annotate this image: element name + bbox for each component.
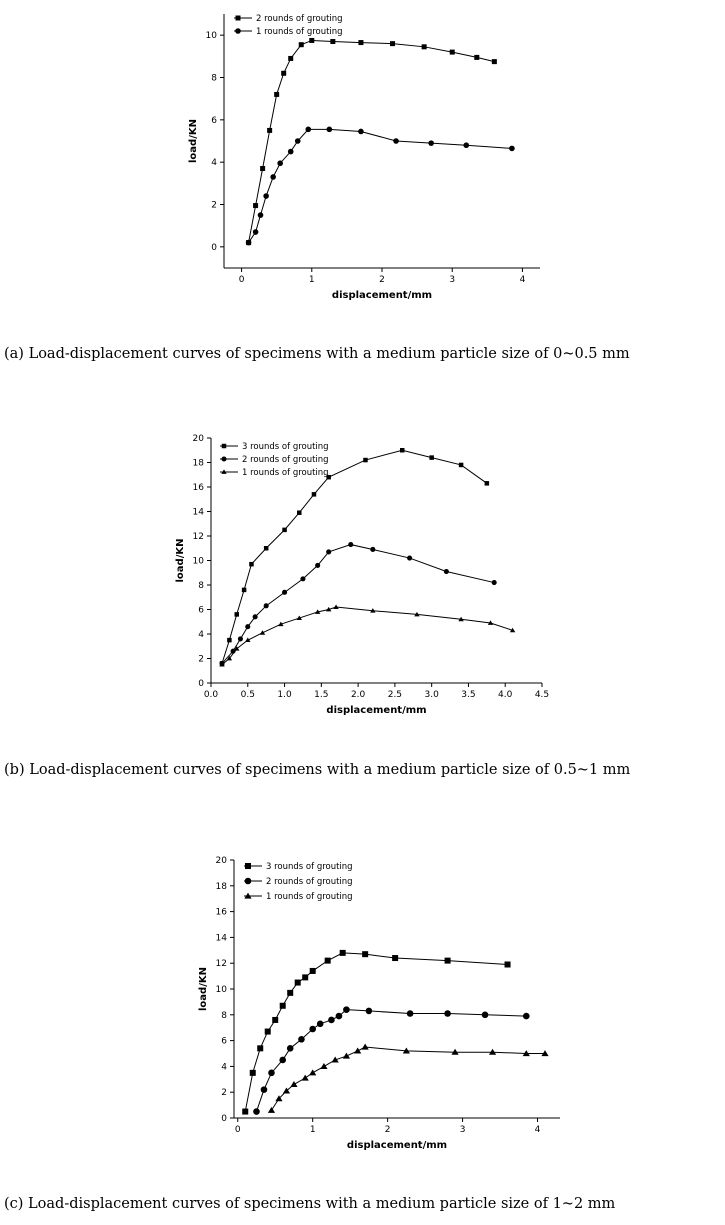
legend-marker xyxy=(222,444,227,449)
legend-marker xyxy=(221,456,226,461)
data-point xyxy=(492,580,497,585)
data-point xyxy=(309,38,314,43)
data-point xyxy=(309,1069,316,1075)
data-point xyxy=(295,138,301,144)
x-tick-label: 0.5 xyxy=(240,690,255,700)
data-point xyxy=(287,1045,294,1052)
data-point xyxy=(260,166,265,171)
y-tick-label: 4 xyxy=(198,630,204,640)
data-point xyxy=(227,638,232,643)
legend-item xyxy=(234,27,343,37)
series-line xyxy=(271,1047,545,1110)
data-point xyxy=(325,958,331,964)
x-tick-label: 4.5 xyxy=(534,690,550,700)
legend-label: 2 rounds of grouting xyxy=(266,877,353,887)
data-point xyxy=(333,604,338,608)
data-point xyxy=(392,955,398,961)
legend-item xyxy=(220,442,329,452)
y-tick-label: 0 xyxy=(211,242,217,253)
y-tick-label: 12 xyxy=(215,959,227,970)
y-tick-label: 6 xyxy=(221,1036,227,1047)
data-point xyxy=(297,510,302,514)
legend-item xyxy=(244,862,353,872)
data-point xyxy=(264,603,269,608)
data-point xyxy=(328,1017,335,1024)
y-tick-label: 10 xyxy=(215,985,227,995)
y-tick-label: 20 xyxy=(192,434,204,444)
data-point xyxy=(246,240,252,246)
series-circle xyxy=(246,127,515,246)
data-point xyxy=(298,1036,305,1043)
data-point xyxy=(281,71,286,76)
data-point xyxy=(277,160,283,166)
chart-b xyxy=(175,434,549,716)
data-point xyxy=(261,1086,268,1093)
data-point xyxy=(302,1075,309,1081)
legend-marker xyxy=(245,863,251,869)
data-point xyxy=(253,203,258,208)
x-tick-label: 4 xyxy=(534,1125,541,1135)
series-line xyxy=(222,450,487,663)
data-point xyxy=(509,146,515,152)
y-tick-label: 6 xyxy=(198,605,204,616)
data-point xyxy=(390,41,395,46)
data-point xyxy=(312,492,317,497)
legend-label: 1 rounds of grouting xyxy=(266,892,353,902)
legend-label: 2 rounds of grouting xyxy=(256,14,343,24)
data-point xyxy=(309,1026,316,1033)
data-point xyxy=(407,1010,414,1017)
data-point xyxy=(282,590,287,595)
data-point xyxy=(305,127,311,133)
x-tick-label: 2.5 xyxy=(387,690,403,700)
data-point xyxy=(263,193,269,199)
data-point xyxy=(264,546,269,551)
data-point xyxy=(310,968,316,974)
chart-c xyxy=(198,856,560,1151)
data-point xyxy=(302,974,308,980)
data-point xyxy=(366,1008,373,1015)
legend-marker xyxy=(235,28,241,34)
data-point xyxy=(330,39,335,44)
data-point xyxy=(272,1017,278,1023)
y-tick-label: 18 xyxy=(192,458,204,469)
legend-item xyxy=(220,455,329,465)
caption-c: (c) Load-displacement curves of specimens with a medium particle size of 1~2 mm xyxy=(4,1196,616,1212)
data-point xyxy=(253,229,259,235)
data-point xyxy=(444,1010,451,1017)
data-point xyxy=(234,612,239,617)
legend-marker xyxy=(245,878,252,885)
x-tick-label: 1 xyxy=(308,275,315,285)
series-square xyxy=(220,448,489,666)
y-tick-label: 14 xyxy=(192,507,204,518)
data-point xyxy=(505,961,511,967)
legend-label: 2 rounds of grouting xyxy=(242,455,329,465)
y-tick-label: 10 xyxy=(205,31,217,42)
y-axis-label: load/KN xyxy=(175,538,186,583)
data-point xyxy=(260,630,265,634)
y-tick-label: 8 xyxy=(221,1010,227,1021)
data-point xyxy=(253,614,258,619)
y-tick-label: 4 xyxy=(211,158,217,169)
legend-item xyxy=(234,14,343,24)
y-tick-label: 6 xyxy=(211,115,217,126)
x-tick-label: 2 xyxy=(379,275,385,285)
data-point xyxy=(249,562,254,567)
data-point xyxy=(299,42,304,47)
data-point xyxy=(485,481,490,486)
series-line xyxy=(222,545,494,664)
y-tick-label: 4 xyxy=(221,1062,227,1073)
legend-label: 1 rounds of grouting xyxy=(256,27,343,37)
data-point xyxy=(242,1109,248,1115)
data-point xyxy=(370,547,375,552)
series-circle xyxy=(219,542,496,666)
data-point xyxy=(317,1021,324,1028)
data-point xyxy=(393,138,399,144)
y-tick-label: 14 xyxy=(215,933,227,944)
legend-label: 1 rounds of grouting xyxy=(242,468,329,478)
data-point xyxy=(444,569,449,574)
y-tick-label: 2 xyxy=(221,1088,227,1099)
x-tick-label: 2 xyxy=(384,1125,391,1135)
legend-label: 3 rounds of grouting xyxy=(266,862,353,872)
data-point xyxy=(492,59,497,64)
y-tick-label: 0 xyxy=(198,679,204,689)
data-point xyxy=(358,40,363,45)
data-point xyxy=(358,129,364,135)
data-point xyxy=(295,980,301,986)
series-line xyxy=(222,607,513,665)
legend-marker xyxy=(236,16,241,21)
data-point xyxy=(459,463,464,468)
data-point xyxy=(288,149,294,155)
legend-label: 3 rounds of grouting xyxy=(242,442,329,452)
data-point xyxy=(363,458,368,463)
data-point xyxy=(320,1063,327,1069)
y-tick-label: 12 xyxy=(192,532,204,542)
y-axis-label: load/KN xyxy=(188,119,199,163)
x-tick-label: 2.0 xyxy=(350,690,366,700)
data-point xyxy=(250,1070,256,1076)
x-tick-label: 4 xyxy=(519,275,526,285)
data-point xyxy=(327,127,333,133)
data-point xyxy=(279,1057,286,1064)
data-point xyxy=(300,576,305,581)
data-point xyxy=(400,448,405,453)
x-tick-label: 3 xyxy=(459,1125,466,1135)
data-point xyxy=(336,1013,343,1020)
data-point xyxy=(326,549,331,554)
series-square xyxy=(242,950,510,1115)
data-point xyxy=(238,636,243,641)
data-point xyxy=(315,563,320,568)
data-point xyxy=(343,1053,350,1059)
caption-a: (a) Load-displacement curves of specimens with a medium particle size of 0~0.5 mm xyxy=(4,346,630,362)
data-point xyxy=(362,1044,369,1050)
data-point xyxy=(280,1003,286,1009)
data-point xyxy=(450,50,455,55)
data-point xyxy=(343,1006,350,1013)
data-point xyxy=(482,1012,489,1019)
data-point xyxy=(348,542,353,547)
x-tick-label: 1.5 xyxy=(314,690,329,700)
x-tick-label: 3 xyxy=(449,275,456,285)
x-tick-label: 1.0 xyxy=(277,690,292,700)
legend-item xyxy=(244,877,353,887)
legend-item xyxy=(220,468,329,478)
y-tick-label: 2 xyxy=(211,200,217,211)
y-tick-label: 10 xyxy=(192,556,204,567)
y-tick-label: 0 xyxy=(221,1114,227,1124)
data-point xyxy=(268,1107,275,1113)
y-tick-label: 16 xyxy=(215,907,227,918)
data-point xyxy=(245,638,250,642)
data-point xyxy=(242,588,247,593)
x-tick-label: 4.0 xyxy=(498,690,513,700)
data-point xyxy=(268,1070,275,1077)
caption-b: (b) Load-displacement curves of specimens with a medium particle size of 0.5~1 mm xyxy=(4,762,631,778)
y-axis-label: load/KN xyxy=(198,967,209,1011)
data-point xyxy=(245,624,250,629)
x-tick-label: 0.0 xyxy=(203,690,219,700)
data-point xyxy=(428,140,434,146)
legend-item xyxy=(244,892,353,902)
data-point xyxy=(288,56,293,61)
x-axis-label: displacement/mm xyxy=(331,290,433,301)
y-tick-label: 20 xyxy=(215,856,227,866)
data-point xyxy=(474,55,479,60)
data-point xyxy=(340,950,346,956)
data-point xyxy=(265,1029,271,1035)
x-axis-label: displacement/mm xyxy=(326,705,427,716)
data-point xyxy=(257,1045,263,1051)
data-point xyxy=(267,128,272,133)
series-triangle xyxy=(268,1044,549,1113)
data-point xyxy=(270,174,276,180)
data-point xyxy=(354,1048,361,1054)
y-tick-label: 16 xyxy=(192,483,204,493)
y-tick-label: 8 xyxy=(211,73,217,84)
data-point xyxy=(290,1081,297,1087)
series-line xyxy=(249,129,512,242)
x-axis-label: displacement/mm xyxy=(346,1140,448,1151)
series-square xyxy=(246,38,497,245)
x-tick-label: 3.0 xyxy=(424,690,439,700)
series-triangle xyxy=(219,604,515,666)
y-tick-label: 8 xyxy=(198,581,204,591)
x-tick-label: 0 xyxy=(238,275,245,285)
x-tick-label: 1 xyxy=(309,1125,316,1135)
data-point xyxy=(258,212,264,218)
y-tick-label: 18 xyxy=(215,881,227,892)
data-point xyxy=(523,1013,530,1020)
series-circle xyxy=(253,1006,529,1115)
series-line xyxy=(245,953,507,1112)
data-point xyxy=(429,455,434,460)
data-point xyxy=(253,1108,260,1115)
data-point xyxy=(287,990,293,996)
series-line xyxy=(256,1010,526,1112)
data-point xyxy=(445,958,451,964)
data-point xyxy=(422,44,427,49)
data-point xyxy=(407,556,412,561)
data-point xyxy=(282,528,287,533)
chart-a xyxy=(188,14,540,301)
data-point xyxy=(463,142,469,148)
x-tick-label: 0 xyxy=(234,1125,241,1135)
y-tick-label: 2 xyxy=(198,654,204,665)
x-tick-label: 3.5 xyxy=(461,690,476,700)
data-point xyxy=(274,92,279,97)
data-point xyxy=(362,951,368,957)
